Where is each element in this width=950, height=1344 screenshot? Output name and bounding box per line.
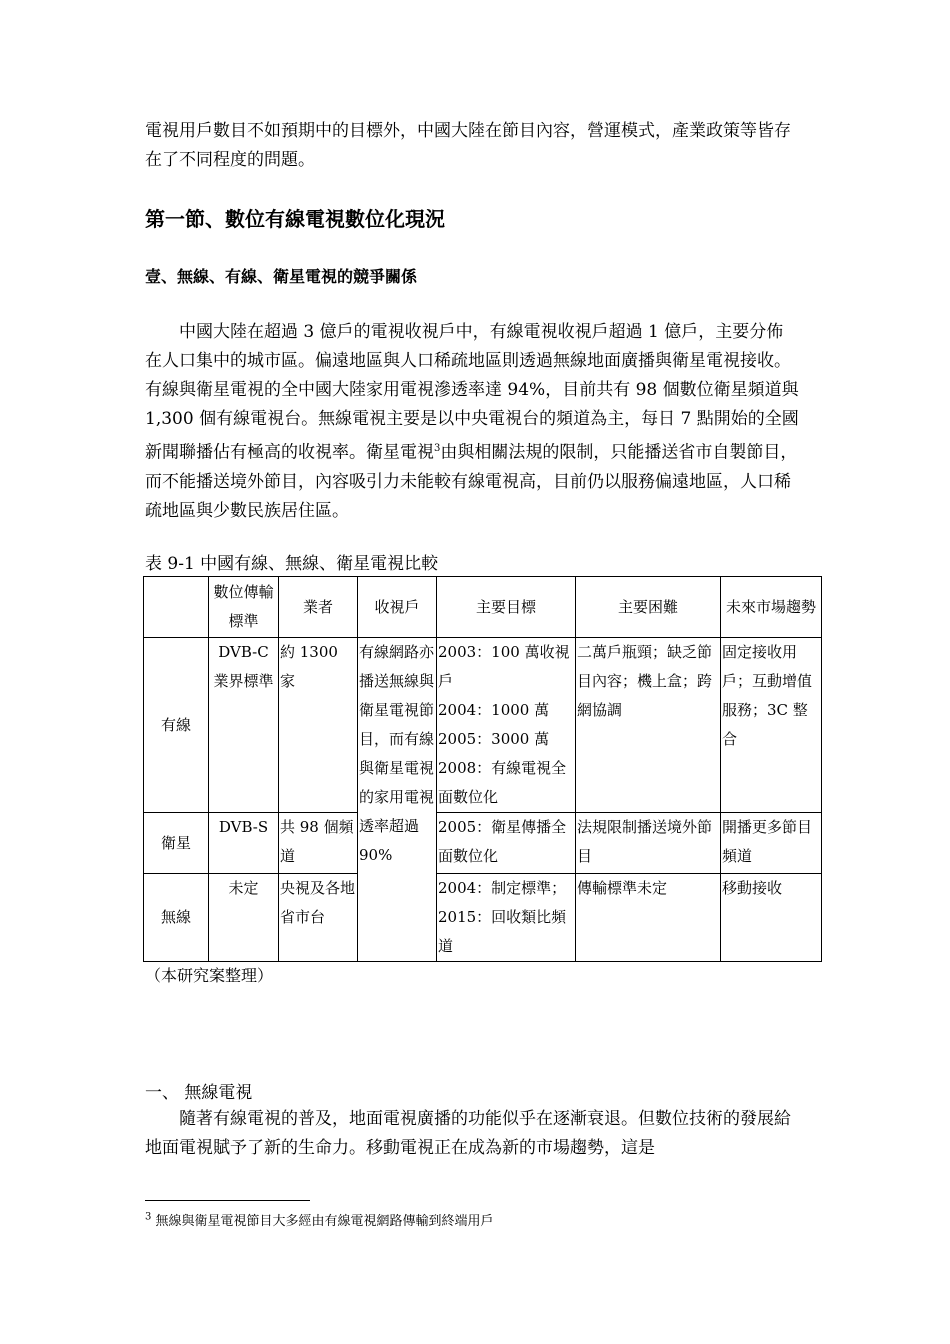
intro-paragraph: 電視用戶數目不如預期中的目標外，中國大陸在節目內容，營運模式，產業政策等皆存在了不同程度的問題。 — [145, 121, 791, 170]
row-operators: 央視及各地省市台 — [279, 874, 358, 962]
row-goals — [437, 638, 576, 813]
goal-item: 2005：3000 萬 — [438, 730, 550, 748]
comparison-table — [143, 576, 822, 962]
row-difficulties: 傳輸標準未定 — [576, 874, 721, 962]
row-trend: 固定接收用戶；互動增值服務；3C 整合 — [721, 638, 822, 813]
row-goals — [437, 813, 576, 874]
body-paragraph — [145, 318, 800, 526]
footnote — [145, 1210, 494, 1229]
body-text-before: 中國大陸在超過 3 億戶的電視收視戶中，有線電視收視戶超過 1 億戶，主要分佈在人口集中的城市區。偏遠地區與人口稀疏地區則透過無線地面廣播與衛星電視接收。有線與衛星電視的全中國大陸家用電視滲透率達 94%，目前共有 98 個數位衛星頻道與 1,300 個有線電視台。無線電視主要是以中央電視台的頻道為主，每日 7 點開始的全國新聞聯播佔有極高的收視率。衛星電視 — [145, 322, 799, 463]
header-blank — [144, 577, 209, 638]
row-operators: 約 1300 家 — [279, 638, 358, 813]
footnote-divider — [145, 1200, 310, 1201]
table-row — [144, 813, 822, 874]
row-standard: DVB-S — [209, 813, 279, 874]
goal-item: 2003：100 萬收視戶 — [438, 643, 570, 690]
subsection-one-paragraph: 隨著有線電視的普及，地面電視廣播的功能似乎在逐漸衰退。但數位技術的發展給地面電視賦予了新的生命力。移動電視正在成為新的市場趨勢，這是 — [145, 1109, 791, 1158]
goal-item: 2008：有線電視全面數位化 — [438, 759, 567, 806]
row-type: 有線 — [144, 638, 209, 813]
header-goals: 主要目標 — [437, 577, 576, 638]
body-text-after: 由與相關法規的限制，只能播送省市自製節目，而不能播送境外節目，內容吸引力未能較有線電視高，目前仍以服務偏遠地區，人口稀疏地區與少數民族居住區。 — [145, 442, 798, 521]
row-type: 無線 — [144, 874, 209, 962]
footnote-marker: 3 — [434, 443, 441, 454]
header-difficulties: 主要困難 — [576, 577, 721, 638]
row-operators: 共 98 個頻道 — [279, 813, 358, 874]
table-source-note: （本研究案整理） — [145, 966, 274, 985]
row-difficulties: 二萬戶瓶頸；缺乏節目內容；機上盒；跨網協調 — [576, 638, 721, 813]
row-goals — [437, 874, 576, 962]
header-trend: 未來市場趨勢 — [721, 577, 822, 638]
row-difficulties: 法規限制播送境外節目 — [576, 813, 721, 874]
goal-item: 2005：衛星傳播全面數位化 — [438, 818, 567, 865]
table-header-row — [144, 577, 822, 638]
header-operators: 業者 — [279, 577, 358, 638]
row-type: 衛星 — [144, 813, 209, 874]
header-viewers: 收視戶 — [358, 577, 437, 638]
goal-item: 2004：制定標準； — [438, 879, 567, 897]
row-standard: 未定 — [209, 874, 279, 962]
row-trend: 移動接收 — [721, 874, 822, 962]
subsection-one-title: 一、 無線電視 — [145, 1083, 253, 1103]
row-trend: 開播更多節目頻道 — [721, 813, 822, 874]
goal-item: 2004：1000 萬 — [438, 701, 550, 719]
subsection-title: 壹、無線、有線、衛星電視的競爭關係 — [145, 267, 418, 286]
footnote-text: 無線與衛星電視節目大多經由有線電視網路傳輸到終端用戶 — [155, 1214, 494, 1229]
table-caption: 表 9-1 中國有線、無線、衛星電視比較 — [145, 554, 439, 574]
table-row — [144, 638, 822, 813]
section-title: 第一節、數位有線電視數位化現況 — [145, 207, 445, 231]
row-viewers-merged: 有線網路亦播送無線與衛星電視節目，而有線與衛星電視的家用電視透率超過 90% — [358, 638, 437, 962]
goal-item: 2015：回收類比頻道 — [438, 908, 567, 955]
footnote-number: 3 — [145, 1211, 152, 1223]
row-standard: DVB-C 業界標準 — [209, 638, 279, 813]
header-standard: 數位傳輸標準 — [209, 577, 279, 638]
table-row — [144, 874, 822, 962]
